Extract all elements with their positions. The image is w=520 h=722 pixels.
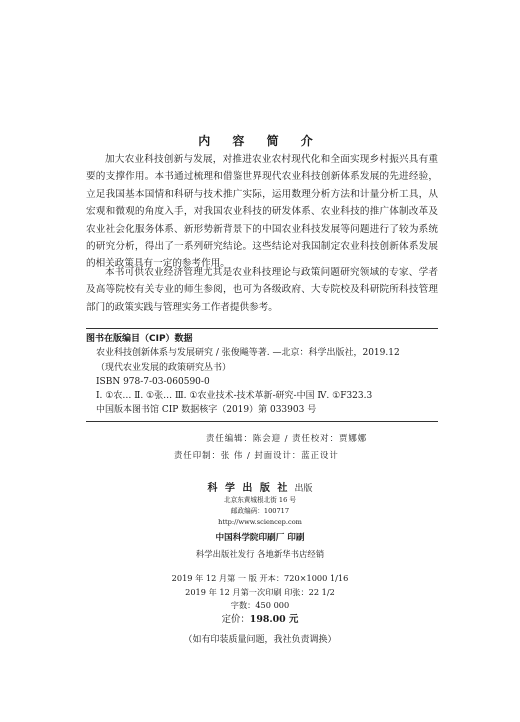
cip-heading: 图书在版编目（CIP）数据 <box>86 334 193 344</box>
summary-paragraph-1-text: 加大农业科技创新与发展，对推进农业农村现代化和全面实现乡村振兴具有重要的支撑作用。本书通过梳理和借鉴世界现代农业科技创新体系发展的先进经验，立足我国基本国情和科研与技术推广实际，运用数理分析方法和计量分析工具，从宏观和微观的角度入手，对我国农业科技的研发体系、农业科技的推广体制改革及农业社会化服务体系、新形势新背景下的中国农业科技发展等问题进行了较为系统的研究分析，得出了一系列研究结论。这些结论对我国制定农业科技创新体系发展的相关政策具有一定的参考作用。 <box>86 154 438 270</box>
publisher-address: 北京东黄城根北街 16 号 <box>224 496 296 504</box>
cip-number: 中国版本图书馆 CIP 数据核字（2019）第 033903 号 <box>96 405 317 416</box>
publisher-suffix: 出版 <box>294 484 313 494</box>
cip-series-line: （现代农业发展的政策研究丛书） <box>96 362 232 373</box>
edition-word-count: 字数：450 000 <box>230 600 290 610</box>
distribution-line: 科学出版社发行 各地新华书店经销 <box>195 549 325 559</box>
production-credits: 责任印制：张 伟 / 封面设计：蓝正设计 <box>174 450 339 460</box>
price-value: 198.00 元 <box>249 613 299 625</box>
cip-top-rule <box>86 328 438 329</box>
publisher-block <box>0 476 520 560</box>
summary-paragraph-2-text: 本书可供农业经济管理尤其是农业科技理论与政策问题研究领域的专家、学者及高等院校有关专业的师生参阅，也可为各级政府、大专院校及科研院所科技管理部门的政策实践与管理实务工作者提供参考。 <box>86 267 438 313</box>
editor-credits: 责任编辑：陈会迎 / 责任校对：贾娜娜 <box>206 433 368 443</box>
publisher-postcode: 邮政编码：100717 <box>230 507 290 515</box>
summary-paragraph-1 <box>86 151 438 273</box>
quality-note: （如有印装质量问题，我社负责调换） <box>183 635 337 645</box>
cip-bottom-rule <box>86 421 438 422</box>
price-line <box>0 613 520 627</box>
edition-line-1: 2019 年 12 月第 一 版 开本：720×1000 1/16 <box>171 573 349 583</box>
summary-title: 内 容 简 介 <box>198 134 322 148</box>
cip-title-line: 农业科技创新体系与发展研究 / 张俊飚等著. —北京：科学出版社，2019.12 <box>96 348 400 359</box>
price-label: 定价： <box>221 613 250 625</box>
printer-line: 中国科学院印刷厂 印刷 <box>215 533 305 543</box>
cip-block <box>86 332 438 418</box>
publisher-line <box>0 476 520 495</box>
cip-classification: Ⅰ. ①农… Ⅱ. ①张… Ⅲ. ①农业技术-技术革新-研究-中国 Ⅳ. ①F323.3 <box>96 391 373 402</box>
publisher-website: http://www.sciencep.com <box>218 518 302 526</box>
edition-block <box>0 572 520 626</box>
edition-line-2: 2019 年 12 月第一次印刷 印张：22 1/2 <box>185 586 335 597</box>
cip-isbn: ISBN 978-7-03-060590-0 <box>96 376 210 387</box>
publisher-name: 科 学 出 版 社 <box>207 483 290 494</box>
summary-paragraph-2 <box>86 264 438 316</box>
